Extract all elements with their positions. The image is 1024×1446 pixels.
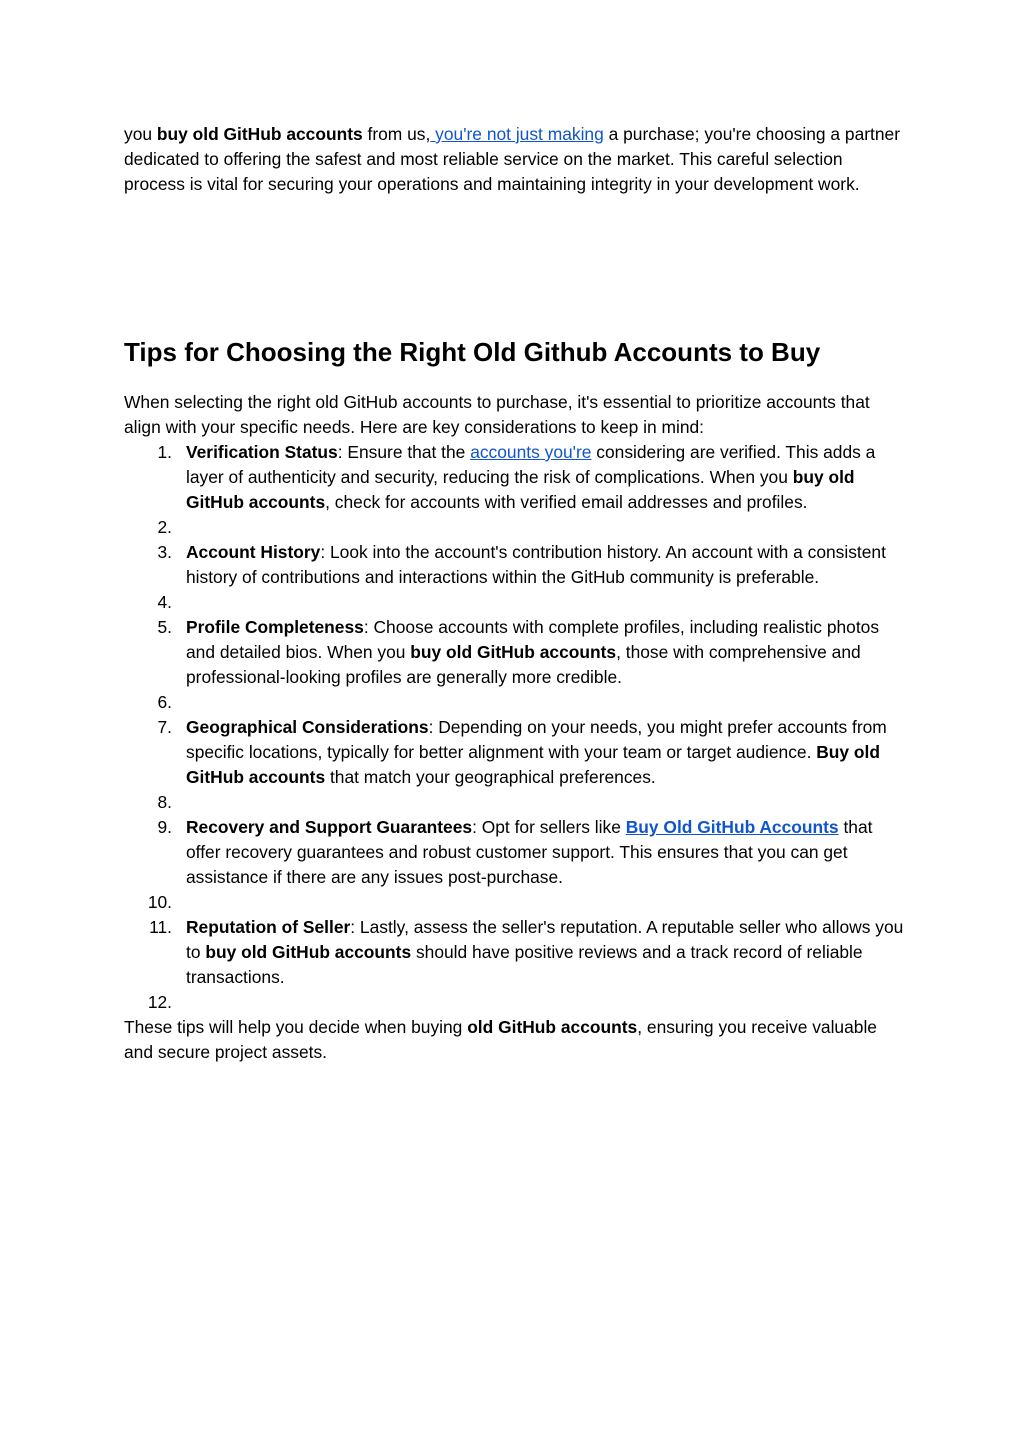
list-item — [124, 990, 904, 1015]
list-item-bold: buy old GitHub accounts — [186, 467, 855, 512]
list-number: 4. — [157, 592, 172, 612]
list-item-text: that match your geographical preferences. — [325, 767, 656, 787]
list-number: 11. — [149, 917, 172, 937]
list-item-text: should have positive reviews and a track record of reliable transactions. — [186, 942, 863, 987]
list-item — [124, 915, 904, 990]
closing-bold-keyword: old GitHub accounts — [467, 1017, 638, 1037]
list-item-text: considering are verified. This adds a layer of authenticity and security, reducing the risk of complications. When you — [186, 442, 876, 487]
list-item-bold: buy old GitHub accounts — [410, 642, 617, 662]
intro-bold-keyword: buy old GitHub accounts — [156, 124, 363, 144]
list-item-text: , those with comprehensive and professional-looking profiles are generally more credible. — [186, 642, 861, 687]
list-item — [124, 815, 904, 890]
list-item-text: , check for accounts with verified email addresses and profiles. — [325, 492, 808, 512]
list-item — [124, 440, 904, 515]
list-item — [124, 690, 904, 715]
list-item-text: : Lastly, assess the seller's reputation. A reputable seller who allows you to — [186, 917, 904, 962]
list-item-text: : Ensure that the — [337, 442, 471, 462]
list-item-title: Recovery and Support Guarantees — [186, 817, 473, 837]
list-item-title: Geographical Considerations — [186, 717, 429, 737]
list-item — [124, 890, 904, 915]
list-item — [124, 615, 904, 690]
closing-text: These tips will help you decide when buying — [124, 1017, 468, 1037]
list-item-bold: buy old GitHub accounts — [205, 942, 412, 962]
closing-paragraph — [124, 1015, 904, 1065]
list-number: 5. — [157, 617, 172, 637]
list-item-text: that offer recovery guarantees and robust customer support. This ensures that you can get assistance if there are any issues post-purchase. — [186, 817, 873, 887]
list-item-text: : Depending on your needs, you might prefer accounts from specific locations, typically for better alignment with your team or target audience. — [186, 717, 887, 762]
intro-paragraph — [124, 122, 904, 197]
tips-section — [124, 390, 904, 1065]
buy-old-github-accounts-link[interactable]: Buy Old GitHub Accounts — [625, 817, 839, 837]
list-number: 2. — [157, 517, 172, 537]
list-number: 12. — [147, 992, 172, 1012]
list-number: 3. — [157, 542, 172, 562]
intro-text: you — [124, 124, 157, 144]
list-item — [124, 715, 904, 790]
list-item-title: Reputation of Seller — [186, 917, 351, 937]
list-number: 6. — [157, 692, 172, 712]
list-item-text: : Look into the account's contribution history. An account with a consistent history of contributions and interactions within the GitHub community is preferable. — [186, 542, 886, 587]
list-item — [124, 540, 904, 590]
list-item-title: Verification Status — [186, 442, 338, 462]
section-heading: Tips for Choosing the Right Old Github Accounts to Buy — [124, 337, 821, 367]
tips-list — [124, 440, 904, 1015]
list-number: 9. — [157, 817, 172, 837]
list-item-text: : Choose accounts with complete profiles, including realistic photos and detailed bios. When you — [186, 617, 880, 662]
intro-link[interactable]: you're not just making — [430, 124, 604, 144]
intro-text: a purchase; you're choosing a partner dedicated to offering the safest and most reliable service on the market. This careful selection process is vital for securing your operations and maintaining integrity in your development work. — [124, 124, 901, 194]
list-item-title: Profile Completeness — [186, 617, 364, 637]
list-item — [124, 590, 904, 615]
list-item-title: Account History — [186, 542, 321, 562]
list-item-text: : Opt for sellers like — [472, 817, 626, 837]
document-page — [124, 122, 904, 1062]
list-number: 7. — [157, 717, 172, 737]
list-item — [124, 515, 904, 540]
list-number: 8. — [157, 792, 172, 812]
closing-text: , ensuring you receive valuable and secure project assets. — [124, 1017, 877, 1062]
accounts-link[interactable]: accounts you're — [470, 442, 592, 462]
list-item-bold: Buy old GitHub accounts — [186, 742, 880, 787]
intro-text: from us, — [362, 124, 431, 144]
list-item — [124, 790, 904, 815]
lead-paragraph: When selecting the right old GitHub accounts to purchase, it's essential to prioritize accounts that align with your specific needs. Here are key considerations to keep in mind: — [124, 392, 870, 437]
list-number: 10. — [147, 892, 172, 912]
list-number: 1. — [157, 442, 172, 462]
